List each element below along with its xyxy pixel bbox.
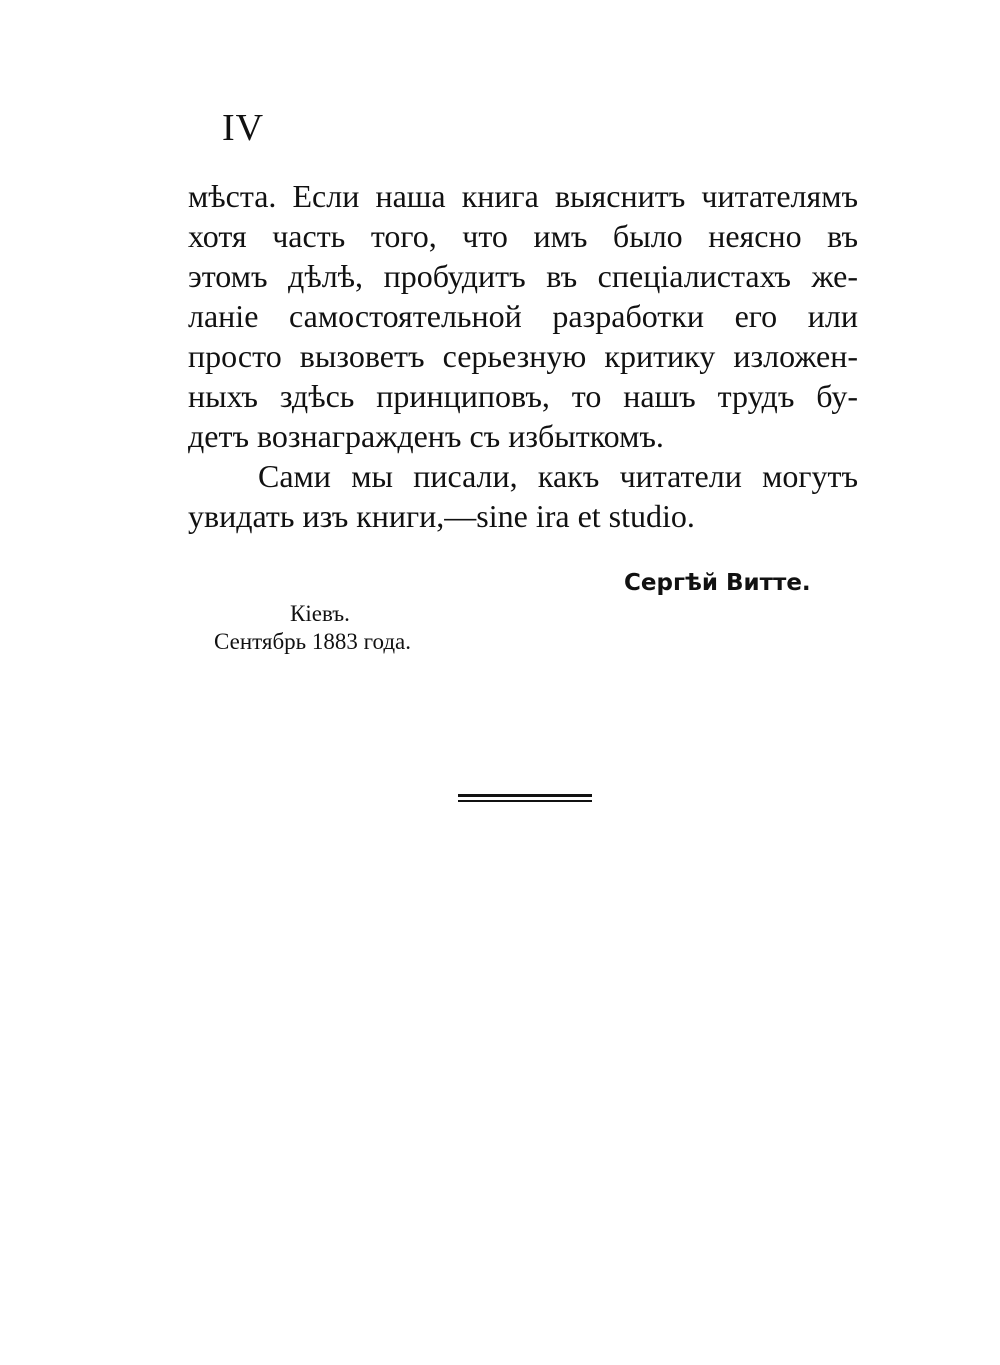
text-line: мѣста. Если наша книга выяснитъ читателямъ [188,178,858,214]
page-number: IV [222,107,265,149]
text-line: хотя часть того, что имъ было неясно въ [188,218,858,254]
text-line: просто вызоветъ серьезную критику изложен- [188,338,858,374]
place-of-writing: Кіевъ. [290,601,350,626]
end-rule-divider [458,794,592,802]
text-line: Сами мы писали, какъ читатели могутъ [258,458,858,494]
place-date-block [214,600,411,656]
body-text [188,176,858,536]
text-line: увидать изъ книги,—sine ira et studio. [188,498,695,534]
author-signature: Сергѣй Витте. [624,570,811,596]
text-line: ланіе самостоятельной разработки его или [188,298,858,334]
text-line: ныхъ здѣсь принциповъ, то нашъ трудъ бу- [188,378,858,414]
date-of-writing: Сентябрь 1883 года. [214,629,412,654]
text-line: этомъ дѣлѣ, пробудитъ въ спеціалистахъ же- [188,258,858,294]
text-line: детъ вознагражденъ съ избыткомъ. [188,418,664,454]
